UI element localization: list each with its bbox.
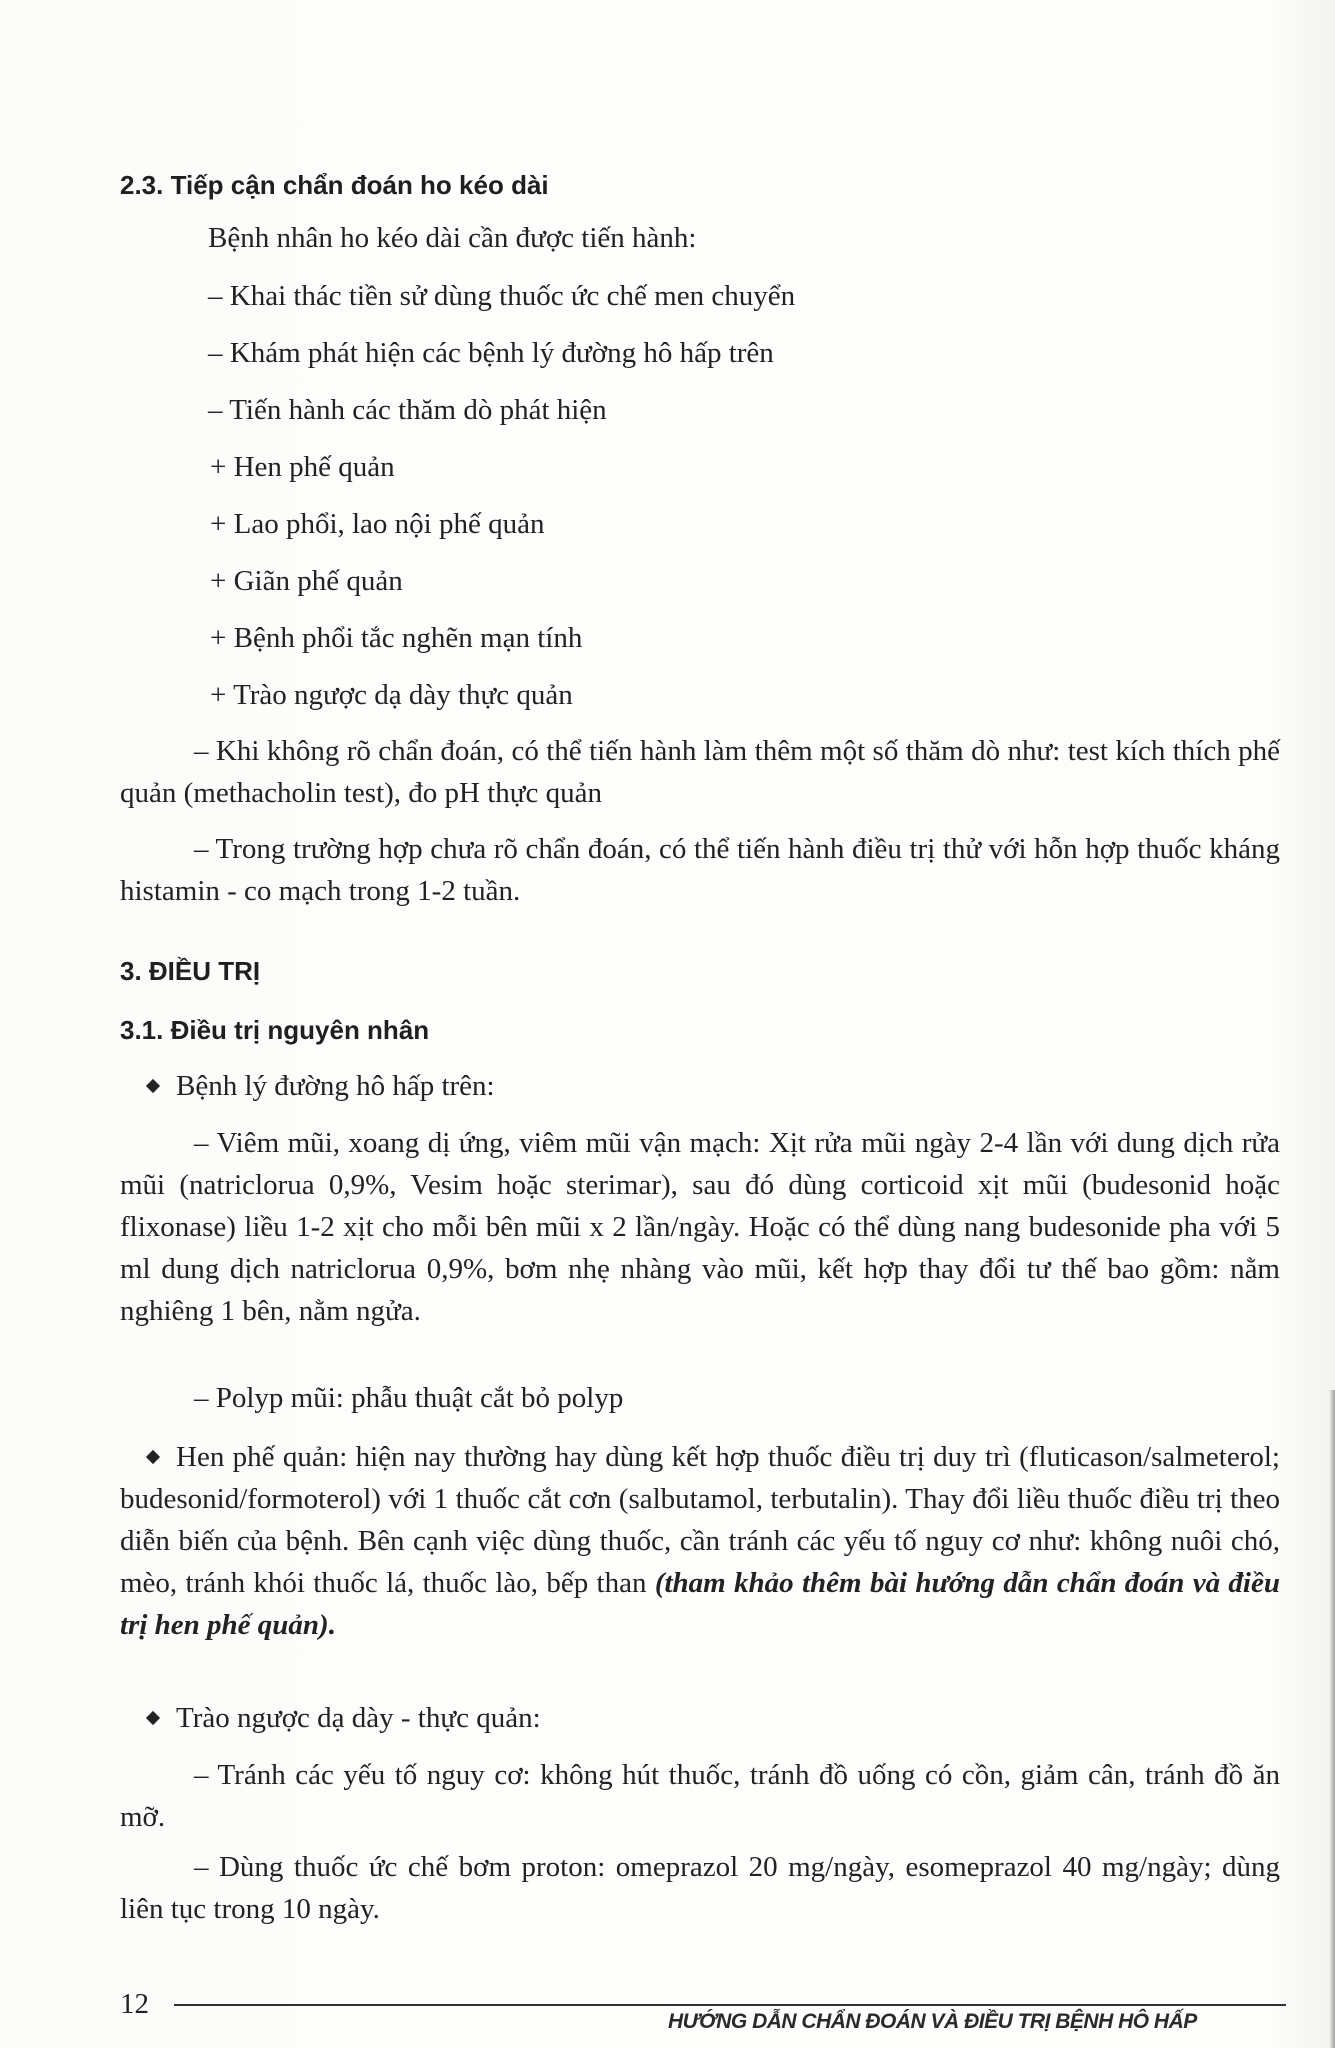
list-item: – Khai thác tiền sử dùng thuốc ức chế men chuyển [208, 280, 796, 312]
footer-divider [174, 2004, 1286, 2006]
diamond-bullet-icon [146, 1079, 160, 1093]
gerd-avoid-paragraph: – Tránh các yếu tố nguy cơ: không hút thuốc, tránh đồ uống có cồn, giảm cân, tránh đồ ăn mỡ. [120, 1759, 1280, 1833]
rhinitis-paragraph: – Viêm mũi, xoang dị ứng, viêm mũi vận mạch: Xịt rửa mũi ngày 2-4 lần với dung dịch rửa mũi (natriclorua 0,9%, Vesim hoặc sterimar), sau đó dùng corticoid xịt mũi (budesonid hoặc flixonase) liều 1-2 xịt cho mỗi bên mũi x 2 lần/ngày. Hoặc có thể dùng nang budesonide pha với 5 ml dung dịch natriclorua 0,9%, bơm nhẹ nhàng vào mũi, kết hợp thay đổi tư thế bao gồm: nằm nghiêng 1 bên, nằm ngửa. [120, 1127, 1280, 1327]
sub-list-item: + Hen phế quản [210, 451, 395, 483]
page-edge-shadow [1329, 1390, 1335, 2048]
polyp-item: – Polyp mũi: phẫu thuật cắt bỏ polyp [194, 1382, 624, 1414]
list-item: – Khám phát hiện các bệnh lý đường hô hấp trên [208, 337, 774, 369]
section-3-heading: 3. ĐIỀU TRỊ [120, 956, 261, 986]
section-2-3-heading: 2.3. Tiếp cận chẩn đoán ho kéo dài [120, 170, 549, 200]
asthma-reference: (tham khảo thêm bài hướng dẫn chẩn đoán và điều trị hen phế quản). [120, 1567, 1280, 1641]
gerd-ppi-paragraph: – Dùng thuốc ức chế bơm proton: omeprazol 20 mg/ngày, esomeprazol 40 mg/ngày; dùng liên tục trong 10 ngày. [120, 1851, 1280, 1925]
section-3-1-heading: 3.1. Điều trị nguyên nhân [120, 1015, 430, 1045]
asthma-text: Hen phế quản: hiện nay thường hay dùng kết hợp thuốc điều trị duy trì (fluticason/salmeterol; budesonid/formoterol) với 1 thuốc cắt cơn (salbutamol, terbutalin). Thay đổi liều thuốc điều trị theo diễn biến của bệnh. Bên cạnh việc dùng thuốc, cần tránh các yếu tố nguy cơ như: không nuôi chó, mèo, tránh khói thuốc lá, thuốc lào, bếp than [120, 1441, 1280, 1599]
asthma-paragraph [120, 1436, 1280, 1646]
sub-list-item: + Trào ngược dạ dày thực quản [210, 679, 573, 711]
gerd-title: Trào ngược dạ dày - thực quản: [176, 1702, 541, 1734]
diamond-bullet-icon [146, 1450, 160, 1464]
upper-airway-title: Bệnh lý đường hô hấp trên: [176, 1070, 495, 1102]
page-number: 12 [120, 1988, 149, 2020]
footer-book-title: HƯỚNG DẪN CHẨN ĐOÁN VÀ ĐIỀU TRỊ BỆNH HÔ HẤP [668, 2010, 1197, 2033]
trial-treatment-paragraph: – Trong trường hợp chưa rõ chẩn đoán, có thể tiến hành điều trị thử với hỗn hợp thuốc kháng histamin - co mạch trong 1-2 tuần. [120, 833, 1280, 907]
diamond-bullet-icon [146, 1711, 160, 1725]
sub-list-item: + Bệnh phổi tắc nghẽn mạn tính [210, 622, 583, 654]
unclear-diagnosis-paragraph: – Khi không rõ chẩn đoán, có thể tiến hành làm thêm một số thăm dò như: test kích thích phế quản (methacholin test), đo pH thực quản [120, 735, 1280, 809]
upper-airway-item [144, 1066, 495, 1106]
sub-list-item: + Lao phổi, lao nội phế quản [210, 508, 545, 540]
list-item: – Tiến hành các thăm dò phát hiện [208, 394, 607, 426]
sub-list-item: + Giãn phế quản [210, 565, 403, 597]
gerd-item [144, 1698, 541, 1738]
intro-text: Bệnh nhân ho kéo dài cần được tiến hành: [208, 222, 697, 254]
